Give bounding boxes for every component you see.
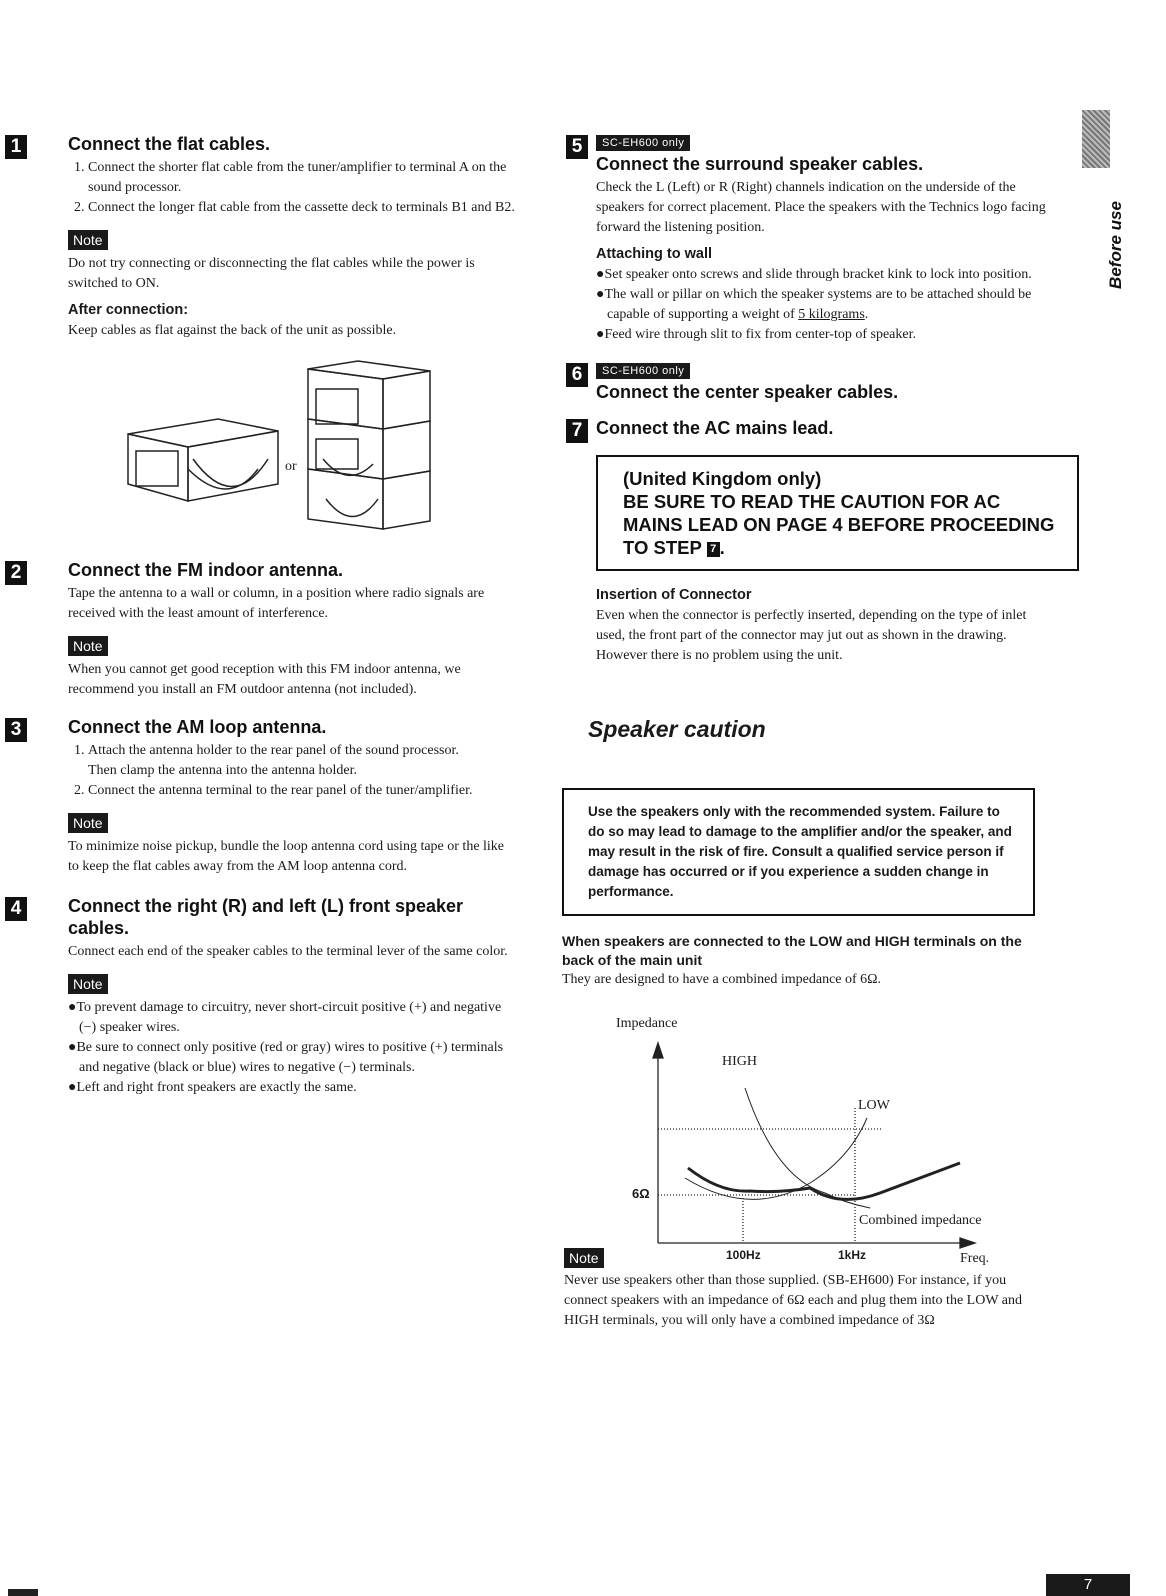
speaker-caution-heading: Speaker caution <box>588 716 766 742</box>
unit-illustration <box>68 349 508 539</box>
caution-line-1: (United Kingdom only) <box>623 468 822 489</box>
step-title: Connect the flat cables. <box>68 134 271 154</box>
bullet-text: Left and right front speakers are exactly the same. <box>76 1080 357 1095</box>
step-text: Tape the antenna to a wall or column, in a position where radio signals are received with the least amount of interference. <box>68 586 485 621</box>
high-label: HIGH <box>722 1054 757 1069</box>
caution-line-2 <box>623 490 1057 559</box>
step-title: Connect the center speaker cables. <box>596 382 899 402</box>
step-number: 6 <box>566 363 588 387</box>
or-label: or <box>285 459 297 474</box>
uk-caution-box <box>596 455 1079 571</box>
insertion-text-2: However there is no problem using the unit. <box>596 648 843 663</box>
model-tag: SC-EH600 only <box>596 363 690 379</box>
bullet-item: ●The wall or pillar on which the speaker systems are to be attached should be capable of supporting a weight of 5 kilograms. <box>596 287 1032 322</box>
final-note-text: Never use speakers other than those supplied. (SB-EH600) For instance, if you connect speakers with an impedance of 6Ω each and plug them into the LOW and HIGH terminals, you will only have a combined impedance of 3Ω <box>564 1273 1022 1328</box>
instruction-list <box>68 158 516 218</box>
step-title: Connect the AC mains lead. <box>596 418 834 438</box>
list-item: 2. Connect the antenna terminal to the rear panel of the tuner/amplifier. <box>88 781 516 801</box>
step-2 <box>10 559 516 700</box>
bullet-item: ●To prevent damage to circuitry, never short-circuit positive (+) and negative (−) speaker wires. <box>68 1000 502 1035</box>
step-3 <box>10 716 516 877</box>
bullet-item: ●Left and right front speakers are exactly the same. <box>68 1080 357 1095</box>
step-number: 5 <box>566 135 588 159</box>
list-item: 1. Connect the shorter flat cable from the tuner/amplifier to terminal A on the sound processor. <box>88 158 516 198</box>
bullet-text: Set speaker onto screws and slide through bracket kink to lock into position. <box>604 267 1032 282</box>
note-label: Note <box>564 1248 604 1268</box>
bullet-text: To prevent damage to circuitry, never short-circuit positive (+) and negative (−) speaker wires. <box>76 1000 502 1035</box>
speaker-warning-box: Use the speakers only with the recommended system. Failure to do so may lead to damage to the amplifier and/or the speaker, and may result in the risk of fire. Consult a qualified service person if damage has occurred or if you experience a sudden change in performance. <box>562 788 1035 916</box>
note-label: Note <box>68 974 108 994</box>
low-label: LOW <box>858 1098 890 1113</box>
note-label: Note <box>68 636 108 656</box>
note-label: Note <box>68 230 108 250</box>
bullet-text: The wall or pillar on which the speaker systems are to be attached should be capable of supporting a weight of <box>604 287 1032 322</box>
bullet-item: ●Be sure to connect only positive (red or gray) wires to positive (+) terminals and negative (black or blue) wires to negative (−) terminals. <box>68 1040 504 1075</box>
model-tag: SC-EH600 only <box>596 135 690 151</box>
after-connection-text: Keep cables as flat against the back of the unit as possible. <box>68 323 397 338</box>
side-label: Before use <box>1106 201 1125 289</box>
insertion-text: Even when the connector is perfectly inserted, depending on the type of inlet used, the front part of the connector may jut out as shown in the drawing. <box>596 608 1027 643</box>
list-item-text: Attach the antenna holder to the rear panel of the sound processor. <box>88 743 459 758</box>
bullet-text: Be sure to connect only positive (red or gray) wires to positive (+) terminals and negative (black or blue) wires to negative (−) terminals. <box>76 1040 504 1075</box>
step-title: Connect the AM loop antenna. <box>68 717 327 737</box>
list-item <box>88 741 516 781</box>
step-7 <box>570 417 1055 439</box>
after-connection-title: After connection: <box>68 302 189 318</box>
step-text: Check the L (Left) or R (Right) channels indication on the underside of the speakers for correct placement. Place the speakers with the Technics logo facing forward the listening position. <box>596 180 1046 235</box>
side-tab-marker <box>1082 110 1110 168</box>
note-text: Do not try connecting or disconnecting the flat cables while the power is switched to ON. <box>68 256 475 291</box>
bullet-text: . <box>864 307 869 322</box>
step-number: 2 <box>5 561 27 585</box>
flat-cable-illustration <box>68 349 516 539</box>
bullet-item: ●Feed wire through slit to fix from center-top of speaker. <box>596 327 916 342</box>
step-number: 4 <box>5 897 27 921</box>
speaker-caution-heading-wrap <box>588 716 1055 743</box>
impedance-subtitle: When speakers are connected to the LOW and HIGH terminals on the back of the main unit <box>562 933 1022 968</box>
note-bullets <box>68 998 516 1098</box>
step-number: 1 <box>5 135 27 159</box>
step-ref-icon: 7 <box>707 542 720 557</box>
impedance-graph <box>569 1008 1050 1266</box>
step-5 <box>570 133 1055 345</box>
y-axis-label: Impedance <box>616 1016 678 1031</box>
weight-value: 5 kilograms <box>798 307 865 322</box>
caution-text: BE SURE TO READ THE CAUTION FOR AC MAINS LEAD ON PAGE 4 BEFORE PROCEEDING TO STEP <box>623 491 1055 558</box>
caution-end: . <box>719 537 725 558</box>
note-text: To minimize noise pickup, bundle the loop antenna cord using tape or the like to keep the flat cables away from the AM loop antenna cord. <box>68 839 505 874</box>
note-text: When you cannot get good reception with this FM indoor antenna, we recommend you install an FM outdoor antenna (not included). <box>68 662 461 697</box>
instruction-list <box>68 741 516 801</box>
list-item: 2. Connect the longer flat cable from the cassette deck to terminals B1 and B2. <box>88 198 516 218</box>
six-ohm-label: 6Ω <box>632 1186 650 1201</box>
attach-title: Attaching to wall <box>596 246 712 262</box>
step-number: 3 <box>5 718 27 742</box>
bullet-item: ●Set speaker onto screws and slide through bracket kink to lock into position. <box>596 267 1032 282</box>
step-4 <box>10 895 516 1098</box>
combined-label: Combined impedance <box>859 1213 982 1228</box>
step-6 <box>570 361 1055 403</box>
insertion-section <box>596 587 1055 666</box>
x-axis-label: Freq. <box>960 1251 990 1266</box>
x-tick-1khz: 1kHz <box>838 1248 867 1262</box>
attach-bullets <box>596 265 1055 345</box>
impedance-text: They are designed to have a combined impedance of 6Ω. <box>562 972 882 987</box>
left-column <box>10 133 516 1098</box>
right-column <box>562 133 1055 1331</box>
x-tick-100hz: 100Hz <box>726 1248 761 1262</box>
step-1 <box>10 133 516 539</box>
insertion-title: Insertion of Connector <box>596 587 752 603</box>
list-item-text: Then clamp the antenna into the antenna holder. <box>88 763 358 778</box>
step-title: Connect the surround speaker cables. <box>596 154 924 174</box>
bullet-text: Feed wire through slit to fix from center-top of speaker. <box>604 327 916 342</box>
note-label: Note <box>68 813 108 833</box>
step-title: Connect the FM indoor antenna. <box>68 560 343 580</box>
impedance-section <box>562 932 1042 990</box>
bottom-edge-mark <box>8 1589 38 1596</box>
page-number: 7 <box>1046 1574 1130 1596</box>
step-title: Connect the right (R) and left (L) front speaker cables. <box>68 896 464 938</box>
step-text: Connect each end of the speaker cables to the terminal lever of the same color. <box>68 944 508 959</box>
step-number: 7 <box>566 419 588 443</box>
